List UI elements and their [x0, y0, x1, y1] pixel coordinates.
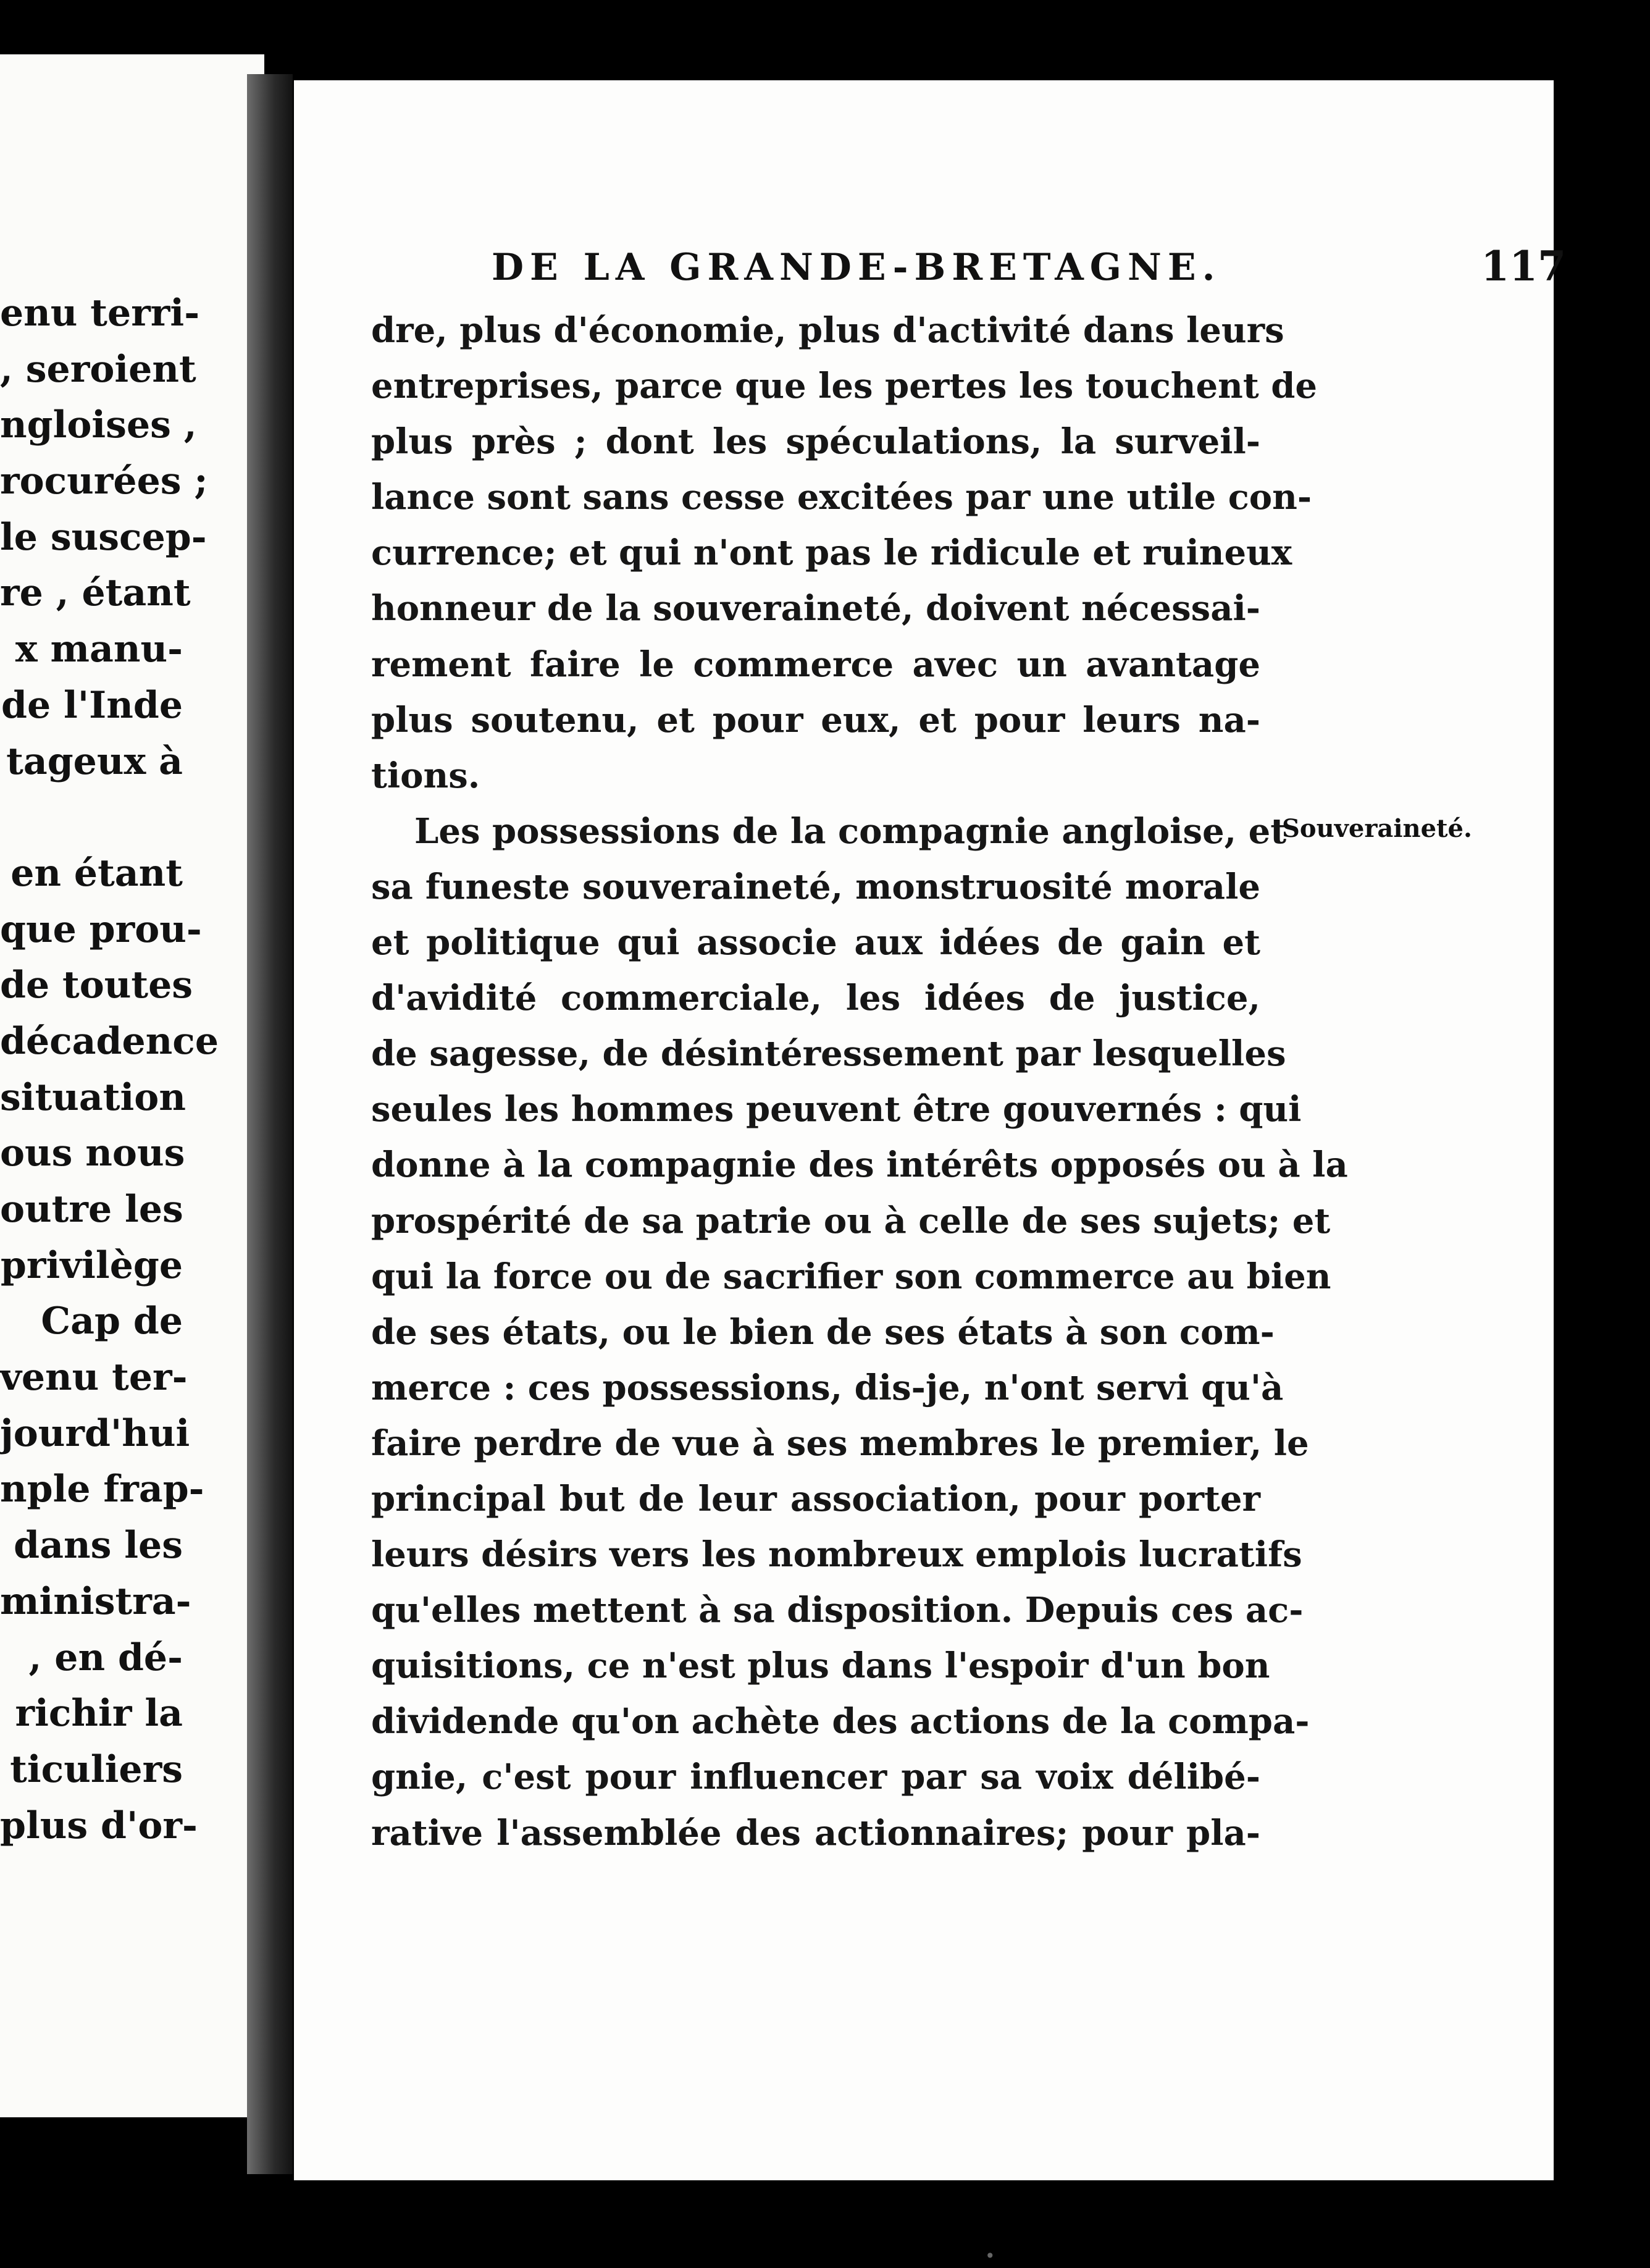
text-line: prospérité de sa patrie ou à celle de ses sujets; et — [371, 1200, 1331, 1241]
page-gutter-shadow — [247, 74, 293, 2174]
left-page-line: jourd'hui — [0, 1411, 190, 1455]
left-page-line: privilège — [0, 1243, 183, 1287]
text-line: dividende qu'on achète des actions de la compa- — [371, 1701, 1310, 1742]
text-line: donne à la compagnie des intérêts opposés ou à la — [371, 1144, 1348, 1186]
left-page-line: , seroient — [0, 347, 196, 391]
left-page-line: re , étant — [0, 571, 191, 615]
left-page-line: ous nous — [0, 1132, 185, 1175]
left-page-line: richir la — [15, 1692, 183, 1736]
text-line: rement faire le commerce avec un avantage — [371, 644, 1260, 685]
paragraph-first-line: Les possessions de la compagnie angloise, et — [414, 810, 1287, 852]
text-line: quisitions, ce n'est plus dans l'espoir d'un bon — [371, 1645, 1270, 1687]
left-page-line: ministra- — [0, 1579, 191, 1623]
text-line: leurs désirs vers les nombreux emplois lucratifs — [371, 1534, 1302, 1576]
left-page-line: situation — [0, 1075, 186, 1119]
text-line: gnie, c'est pour influencer par sa voix délibé- — [371, 1757, 1260, 1798]
left-page-line: tageux à — [6, 739, 183, 783]
page-header — [492, 242, 1566, 308]
text-line: plus soutenu, et pour eux, et pour leurs na- — [371, 699, 1260, 741]
text-line: dre, plus d'économie, plus d'activité dans leurs — [371, 310, 1284, 351]
text-line: principal but de leur association, pour porter — [371, 1478, 1260, 1519]
left-page-line: décadence — [0, 1019, 219, 1063]
text-line: currence; et qui n'ont pas le ridicule et ruineux — [371, 532, 1292, 574]
left-page-line: ngloises , — [0, 403, 197, 447]
left-page-line: ticuliers — [10, 1747, 183, 1791]
left-page-line — [0, 789, 183, 846]
text-line: lance sont sans cesse excitées par une utile con- — [371, 477, 1312, 518]
left-page-line: le suscep- — [0, 515, 207, 559]
left-page-line: , en dé- — [28, 1636, 183, 1679]
text-line: et politique qui associe aux idées de gain et — [371, 922, 1260, 964]
left-page-line: nple frap- — [0, 1468, 204, 1511]
text-line: sa funeste souveraineté, monstruosité morale — [371, 866, 1260, 907]
scan-speck-mark: • — [985, 2246, 995, 2266]
left-page-line: x manu- — [15, 628, 183, 671]
left-page-line: de toutes — [0, 964, 193, 1007]
left-page-line: dans les — [14, 1524, 183, 1568]
text-line: qui la force ou de sacrifier son commerce au bien — [371, 1256, 1331, 1297]
text-line: merce : ces possessions, dis-je, n'ont servi qu'à — [371, 1367, 1284, 1408]
left-page-line: de l'Inde — [1, 683, 183, 727]
body-text — [371, 303, 1348, 1861]
text-line: entreprises, parce que les pertes les touchent de — [371, 366, 1318, 407]
text-line: d'avidité commerciale, les idées de justice, — [371, 978, 1260, 1019]
left-page-line: que prou- — [0, 907, 202, 951]
left-page-line: plus d'or- — [0, 1804, 198, 1847]
left-page — [0, 54, 264, 2117]
text-line: qu'elles mettent à sa disposition. Depuis ces ac- — [371, 1590, 1304, 1631]
left-page-line: en étant — [10, 851, 183, 895]
running-head: DE LA GRANDE-BRETAGNE. — [492, 246, 1221, 289]
text-line: faire perdre de vue à ses membres le premier, le — [371, 1422, 1309, 1464]
text-line: plus près ; dont les spéculations, la surveil- — [371, 421, 1260, 463]
text-line: rative l'assemblée des actionnaires; pour pla- — [371, 1812, 1260, 1854]
text-line: de sagesse, de désintéressement par lesquelles — [371, 1033, 1286, 1075]
text-line: seules les hommes peuvent être gouvernés : qui — [371, 1089, 1302, 1130]
left-page-line: outre les — [0, 1188, 183, 1231]
left-page-text — [0, 285, 219, 1854]
right-page — [294, 80, 1566, 2180]
text-line: honneur de la souveraineté, doivent nécessai- — [371, 588, 1260, 629]
text-line: de ses états, ou le bien de ses états à son com- — [371, 1311, 1275, 1353]
text-line: tions. — [371, 755, 480, 796]
left-page-line: venu ter- — [0, 1356, 188, 1400]
left-page-line: enu terri- — [0, 292, 200, 335]
margin-sidenote: Souveraineté. — [1282, 814, 1472, 843]
left-page-line: rocurées ; — [0, 460, 208, 503]
page-number: 117 — [1481, 242, 1566, 290]
left-page-line: Cap de — [41, 1300, 183, 1343]
